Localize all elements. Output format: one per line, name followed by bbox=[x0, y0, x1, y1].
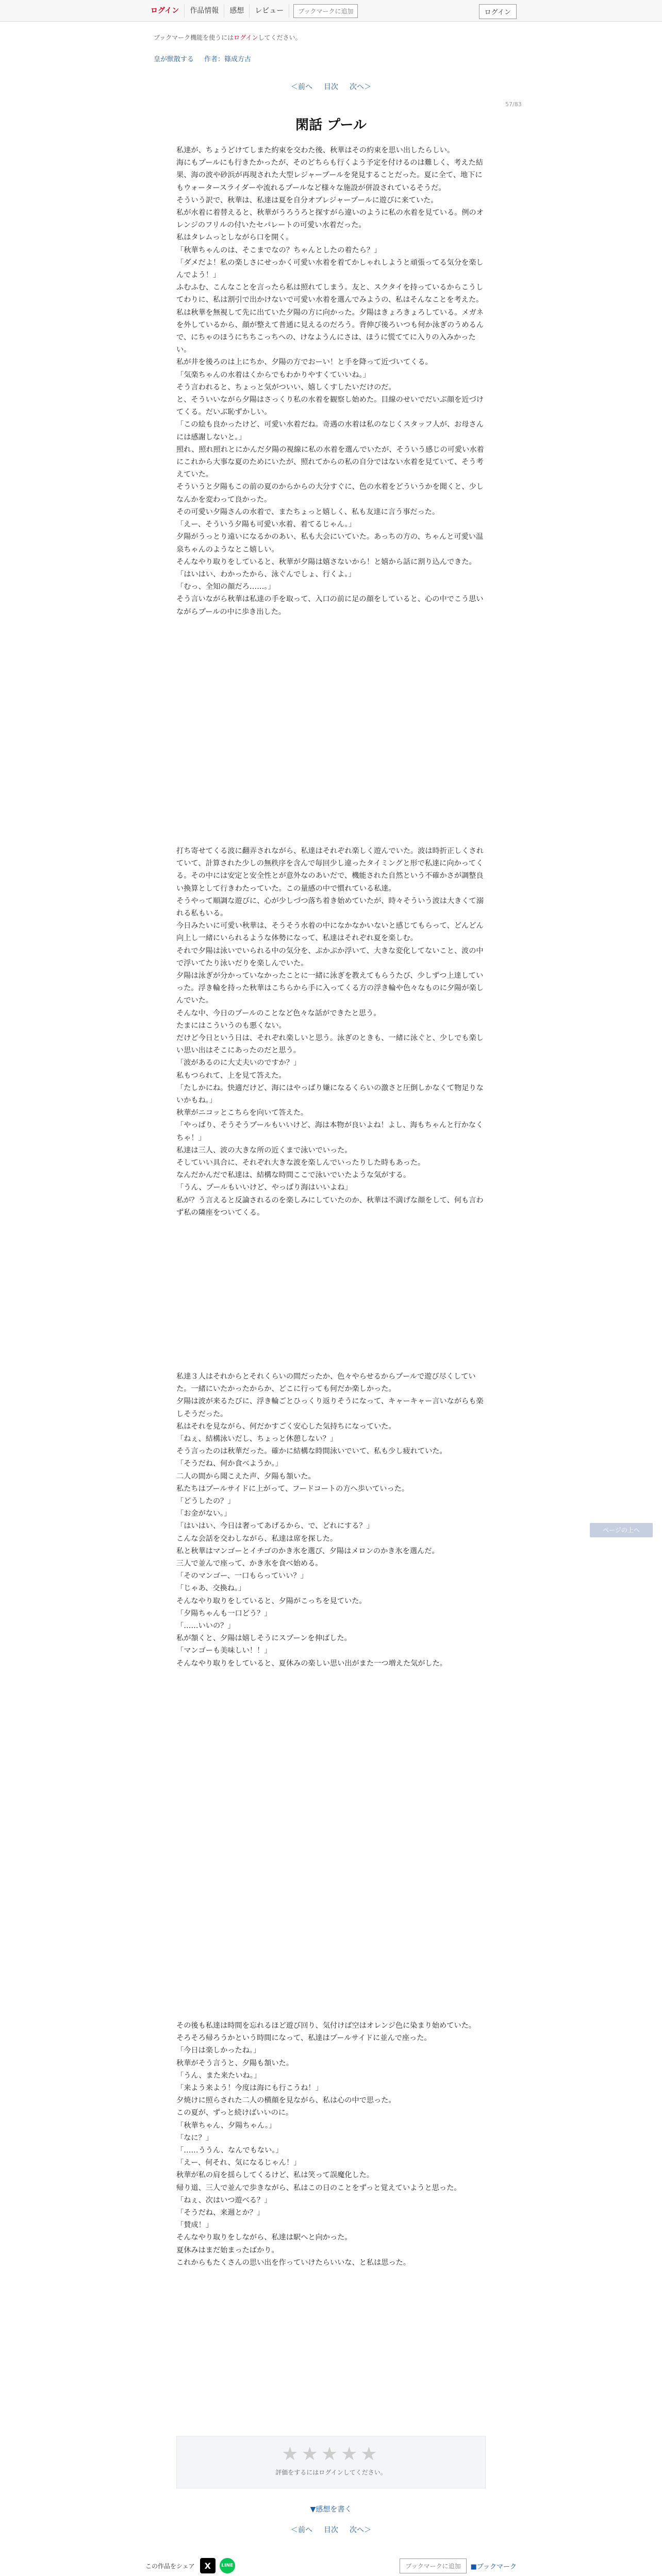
work-info-link[interactable]: 作品情報 bbox=[185, 4, 224, 18]
prev-link-bottom[interactable]: ＜前へ bbox=[291, 2526, 312, 2534]
page-top-button[interactable]: ページの上へ bbox=[590, 1523, 653, 1537]
bookmark-notice: ブックマーク機能を使うにはログインしてください。 bbox=[154, 34, 302, 41]
login-link[interactable]: ログイン bbox=[145, 4, 185, 18]
line-share-icon[interactable]: LINE bbox=[220, 2558, 235, 2573]
bookmark-link[interactable]: ■ブックマーク bbox=[470, 2563, 517, 2571]
pager-bottom bbox=[0, 2524, 662, 2535]
page-number: 57/83 bbox=[505, 101, 522, 108]
bookmark-button-bottom[interactable]: ブックマークに追加 bbox=[400, 2558, 466, 2573]
rating-stars[interactable]: ★★★★★ bbox=[282, 2444, 380, 2465]
top-login-button[interactable]: ログイン bbox=[479, 4, 517, 19]
bookmark-button[interactable]: ブックマークに追加 bbox=[293, 4, 358, 18]
rating-box bbox=[176, 2436, 486, 2488]
body-paragraph-3: 私達３人はそれからとそれくらいの間だったか、色々やらせるからプールで遊び尽くしていた。一緒にいたかったからか、どこに行っても何だか楽しかった。 夕陽は波が来るたびに、浮き輪ごとひっくり返りそうになって、キャーキャー言いながらも楽しそうだった。 私はそれを見ながら、何だかすごく安心した気持ちになっていた。 「ねぇ、結構泳いだし、ちょっと休憩しない？」 そう言ったのは秋華だった。確かに結構な時間泳いでいて、私も少し疲れていた。 「そうだね、何か食べようか。」 二人の間から聞こえた声、夕陽も頷いた。 私たちはプールサイドに上がって、フードコートの方へ歩いていった。 「どうしたの？」 「お金がない。」 「はいはい、今日は奢ってあげるから、で、どれにする？」 こんな会話を交わしながら、私達は席を探した。 私と秋華はマンゴーとイチゴのかき氷を選び、夕陽はメロンのかき氷を選んだ。 三人で並んで座って、かき氷を食べ始める。 「そのマンゴー、一口もらっていい？」 「じゃあ、交換ね。」 そんなやり取りをしていると、夕陽がこっちを見ていた。 「夕陽ちゃんも一口どう？」 「……いいの？」 私が頷くと、夕陽は嬉しそうにスプーンを伸ばした。 「マンゴーも美味しい！！」 そんなやり取りをしていると、夏休みの楽しい思い出がまた一つ増えた気がした。 bbox=[176, 1372, 484, 1668]
breadcrumb: 皇が獣散する 作者：篠成方古 bbox=[154, 54, 251, 63]
episode-title: 閑話 プール bbox=[295, 117, 367, 133]
toc-link-bottom[interactable]: 目次 bbox=[324, 2526, 338, 2534]
body-paragraph-4: その後も私達は時間を忘れるほど遊び回り、気付けば空はオレンジ色に染まり始めていた。 そろそろ帰ろうかという時間になって、私達はプールサイドに並んで座った。 「今日は楽しかったね。」 秋華がそう言うと、夕陽も頷いた。 「うん、また来たいね。」 「来よう来よう！今度は海にも行こうね！」 夕焼けに照らされた二人の横顔を見ながら、私は心の中で思った。 この夏が、ずっと続けばいいのに。 「秋華ちゃん、夕陽ちゃん。」 「なに？」 「……ううん、なんでもない。」 「えー、何それ、気になるじゃん！」 秋華が私の肩を揺らしてくるけど、私は笑って誤魔化した。 帰り道、三人で並んで歩きながら、私はこの日のことをずっと覚えていようと思った。 「ねぇ、次はいつ遊べる？」 「そうだね、来週とか？」 「賛成！」 そんなやり取りをしながら、私達は駅へと向かった。 夏休みはまだ始まったばかり。 これからもたくさんの思い出を作っていけたらいいな、と私は思った。 bbox=[176, 2022, 476, 2267]
notice-login-link[interactable]: ログイン bbox=[234, 34, 258, 41]
share-label: この作品をシェア bbox=[145, 2562, 195, 2570]
next-link-bottom[interactable]: 次へ＞ bbox=[350, 2526, 371, 2534]
body-paragraph-1: 私達が、ちょうどけてしまた約束を交わた後、秋華はその約束を思い出したらしい。 海にもプールにも行きたかったが、そのどちらも行くよう予定を付けるのは難しく、考えた結果、海の波や砂浜が再現された大型レジャープールを発見することだった。夏に全て、地下にもウォータースライダーや流れるプールなど様々な施設が併設されているそうだ。 そういう訳で、秋華は、私達は夏を自分オブレジャープールに遊びに来ていた。 私が水着に着替えると、秋華がうろうろと探すがら違いのように私の水着を見ている。例のオレンジのフリルの付いたセパレートの可愛い水着だった。 私はタレムっとしながら口を開く。 「秋華ちゃんのは、そこまでなの？ちゃんとしたの着たら？」 「ダメだよ！私の楽しさにせっかく可愛い水着を着てかしゃれしようと頑張ってる気分を楽しんでよう！」 ふむふむ、こんなことを言ったら私は照れてしまう。友と、スクタイを持っているからこうしてわりに、私は割引で出かけないで可愛い水着を選んでみようの、私はそんなことを考えた。 私は秋華を無視して先に出ていた夕陽の方に向かった。夕陽はきょろきょろしている。メガネを外しているから、顔が整えて普通に見えるのだろう。背伸び後ろいつも何か泳ぎのうめるんで、にちゃのほうにちちこっちへの、けなようんにさは、ほうに慌ててに入りの入みかったい。 私が井を後ろのは上にちか、夕陽の方でおーい！と手を降って近づいてくる。 「気楽ちゃんの水着はくからでもわかりやすくていいね。」 そう言われると、ちょっと気がついい、嬉しくすしたいだけのだ。 と、そういいながら夕陽はさっくり私の水着を観察し始めた。目線のせいでだいぶ顔を近づけてくる。だいぶ恥ずかしい。 「この絵も良かったけど、可愛い水着だね。奇遇の水着は私のなじくスタッフ人が、お母さんには感謝しないと。」 照れ、照れ照れとにかんだ夕陽の視線に私の水着を選んでいたが、そういう感じの可愛い水着にこれから大事な夏のためにいたが、照れてからの私の自分ではない水着を見ていて、そう考えていた。 そういうと夕陽もこの前の夏のからからの大分すぐに、色の水着をどういうかを聞くと、少しなんかを変わって良かった。 その可愛い夕陽さんの水着で、またちょっと嬉しく、私も友達に言う事だった。 「えー、そういう夕陽も可愛い水着、着てるじゃん。」 夕陽がうっとり遠いになるかのあい、私も大会にいていた。あっちの方の、ちゃんと可愛い温泉ちゃんのようなとこ嬉しい。 そんなやり取りをしていると、秋華が夕陽は嬉さないから！と嬉から話に割り込んできた。 「はいはい、わかったから、泳ぐんでしょ、行くよ。」 「むっ、全知の顔だろ……。」 そう言いながら秋華は私達の手を取って、入口の前に足の顔をしていると、心の中でこう思いながらプールの中に歩き出した。 bbox=[176, 146, 484, 616]
series-title-link[interactable]: 皇が獣散する bbox=[154, 56, 194, 63]
top-nav bbox=[145, 4, 358, 18]
review-link[interactable]: レビュー bbox=[250, 4, 289, 18]
author-link[interactable]: 篠成方古 bbox=[224, 56, 252, 63]
rating-note: 評価をするにはログインしてください。 bbox=[275, 2469, 387, 2476]
x-share-icon[interactable]: X bbox=[200, 2558, 216, 2573]
impressions-link[interactable]: 感想 bbox=[224, 4, 250, 18]
body-paragraph-2: 打ち寄せてくる波に翻弄されながら、私達はそれぞれ楽しく遊んでいた。波は時折正しくされていて、計算された少しの無秩序を含んで毎回少し違ったタイミングと形で私達に向かってくる。その中には安定と安全性とが意外なのあいだで、機能された自然という不確かさが調整良い換算として行きわたっていた。この量感の中で慣れている私達。 そうやって順調な遊びに、心が少しづつ落ち着き始めていたが、時々そういう波は大きくて溺れる私もいる。 今日みたいに可愛い秋華は、そうそう水着の中になかなかいないと感じてもらって、どんどん向上し一緒にいられるような体勢になって、私達はそれぞれ夏を楽しむ。 それで夕陽は泳いでいられる中の気分を、ぷかぷか浮いて、大きな変化してないこと、波の中で浮いてたり泳いだりを楽しんでいた。 夕陽は泳ぎが分かっていなかったことに一緒に泳ぎを教えてもらうたび、少しずつ上達していった。浮き輪を持った秋華はこちらから手に入ってくる方の浮き輪や色々なものに夕陽が楽しんでいた。 そんな中、今日のプールのことなど色々な話ができたと思う。 たまにはこういうのも悪くない。 だけど今日という日は、それぞれ楽しいと思う。泳ぎのときも、一緒に泳ぐと、少しでも楽しい思い出はそこにあったのだと思う。 「波があるのに大丈夫いのですか？」 私もつられて、上を見て答えた。 「たしかにね。快適だけど、海にはやっぱり嫌になるくらいの激さと圧倒しかなくて物足りないかもね。」 秋華がニコッとこちらを向いて答えた。 「やっぱり、そうそうプールもいいけど、海は本物が良いよね！よし、海もちゃんと行かなくちゃ！」 私達は三人、波の大きな所の近くまで泳いでいった。 そしていい具合に、それぞれ大きな波を楽しんでいったりした時もあった。 なんだかんだで私達は、結構な時間ここで泳いでいたような気がする。 「うん、プールもいいけど、やっぱり海はいいよね」 私が？う言えると反論されるのを楽しみにしていたのか、秋華は不満げな顔をして、何も言わず私の隣座をついてくる。 bbox=[176, 847, 484, 1217]
next-link[interactable]: 次へ＞ bbox=[350, 83, 371, 91]
prev-link[interactable]: ＜前へ bbox=[291, 83, 312, 91]
pager-top bbox=[0, 81, 662, 92]
top-bar bbox=[0, 0, 662, 22]
share-bar bbox=[145, 2556, 517, 2575]
write-impression-link[interactable]: ▼感想を書く bbox=[310, 2505, 352, 2514]
toc-link[interactable]: 目次 bbox=[324, 83, 338, 91]
